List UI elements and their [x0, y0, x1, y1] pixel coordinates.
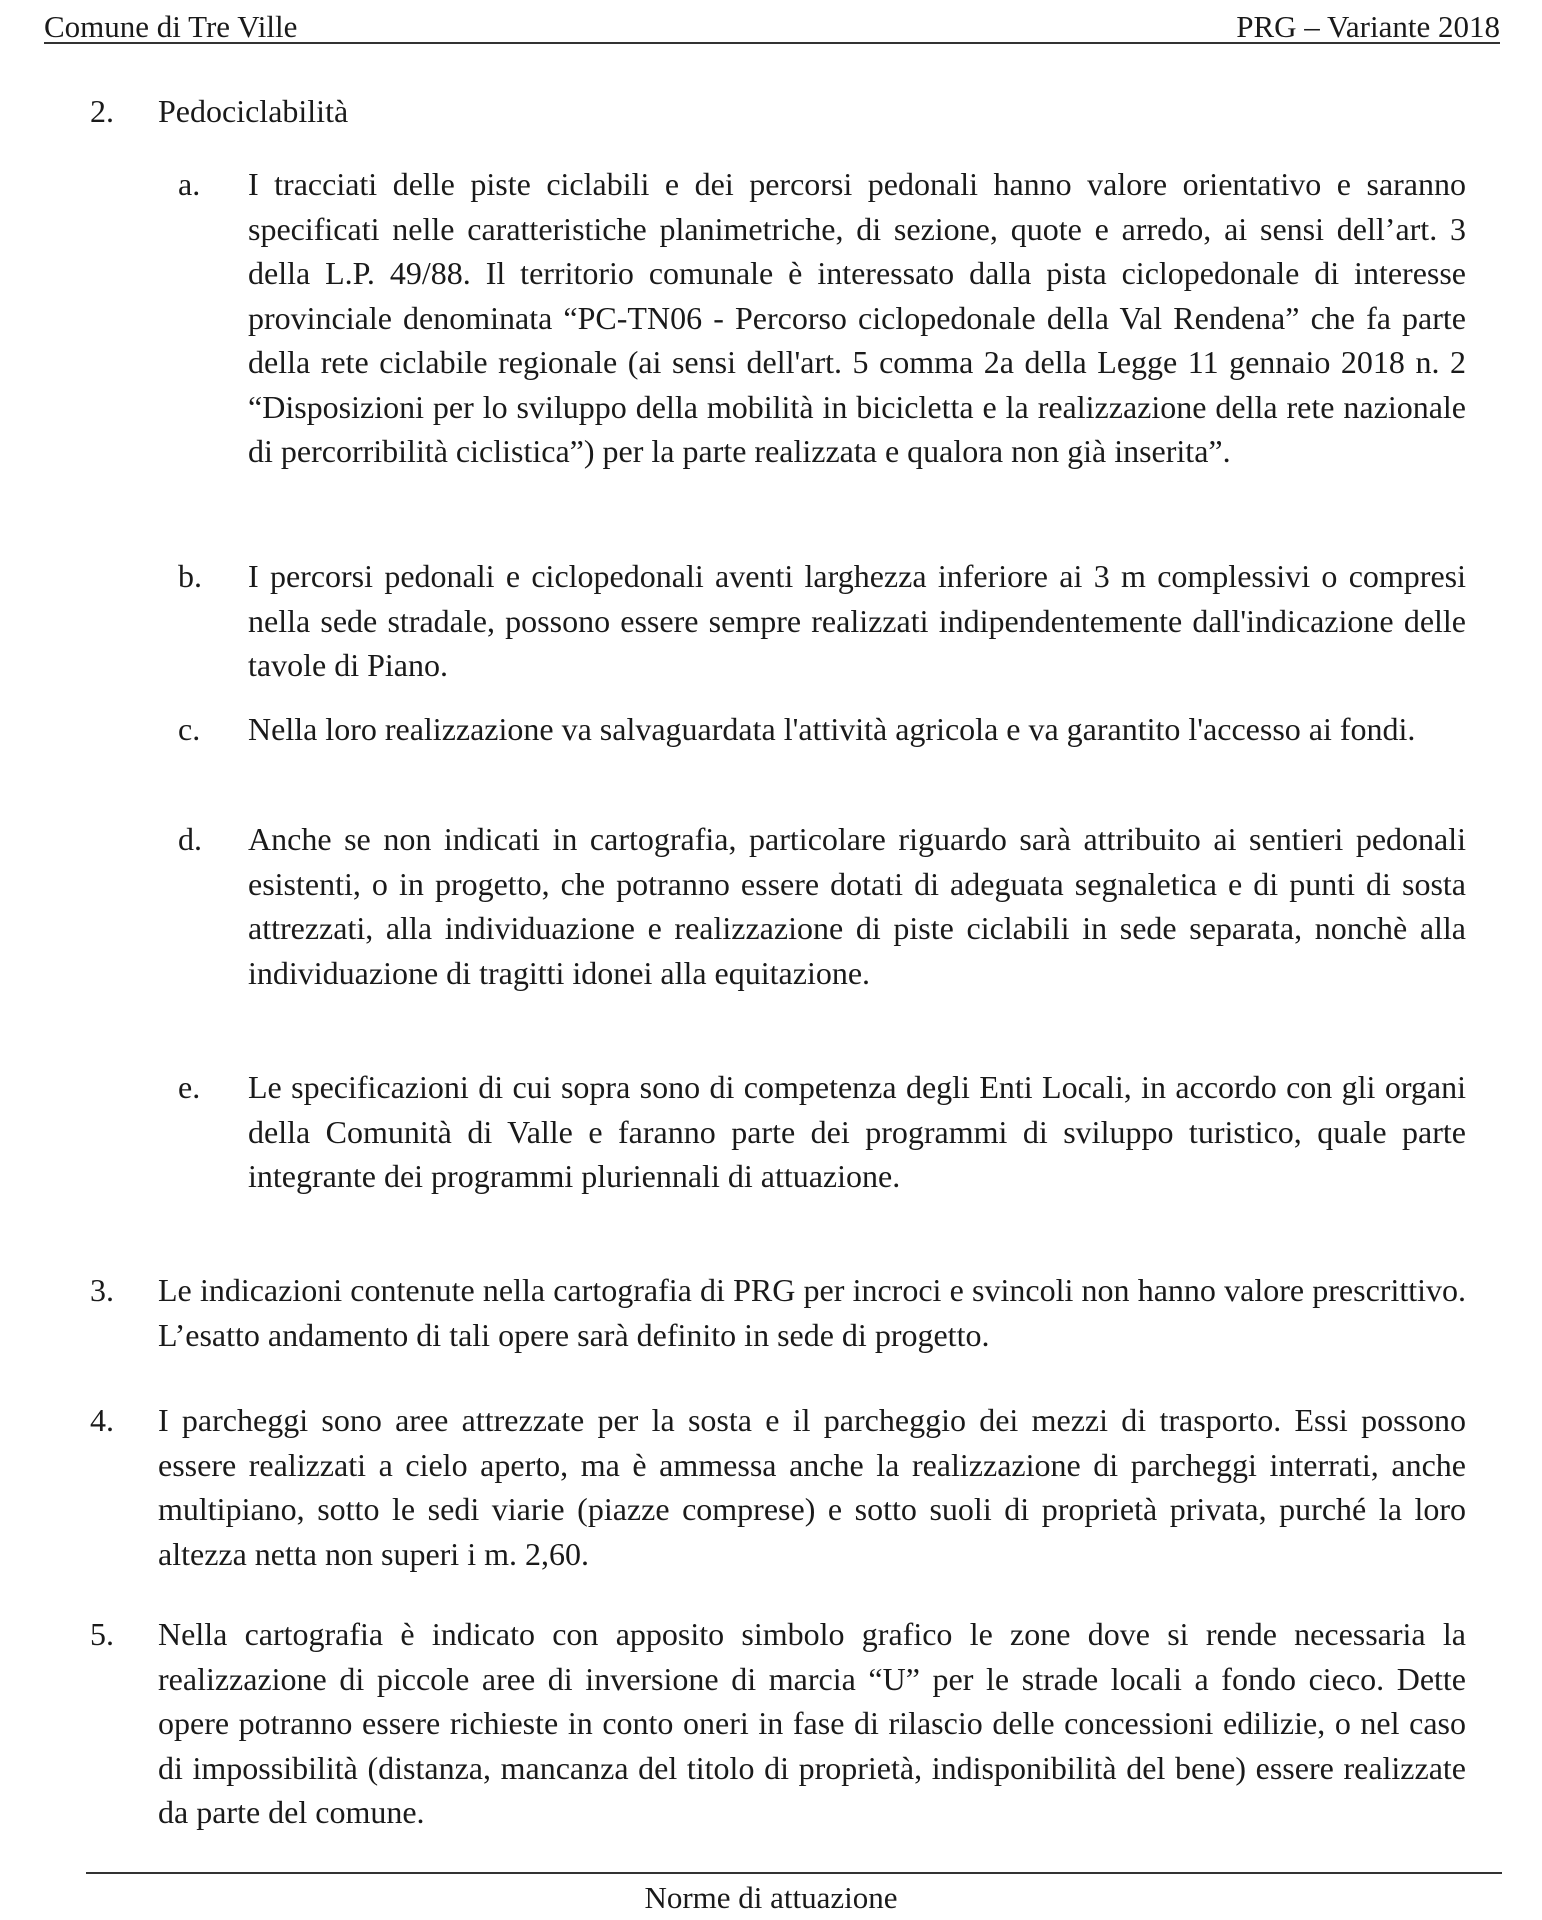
item-e-text: Le specificazioni di cui sopra sono di competenza degli Enti Locali, in accordo con gli organi della Comunità di Valle e faranno parte dei programmi di sviluppo turistico, quale parte integrante dei programmi pluriennali di attuazione.: [248, 1069, 1466, 1194]
section-3-text: Le indicazioni contenute nella cartografia di PRG per incroci e svincoli non hanno valore prescrittivo. L’esatto andamento di tali opere sarà definito in sede di progetto.: [158, 1272, 1466, 1353]
item-d-label: d.: [178, 821, 202, 857]
section-2-title: Pedociclabilità: [158, 93, 349, 129]
item-d-text: Anche se non indicati in cartografia, particolare riguardo sarà attribuito ai sentieri pedonali esistenti, o in progetto, che potranno essere dotati di adeguata segnaletica e di punti di sosta attrezzati, alla individuazione e realizzazione di piste ciclabili in sede separata, nonchè alla individuazione di tragitti idonei alla equitazione.: [248, 821, 1466, 991]
item-a-label: a.: [178, 166, 201, 202]
section-5-text: Nella cartografia è indicato con apposito simbolo grafico le zone dove si rende necessaria la realizzazione di piccole aree di inversione di marcia “U” per le strade locali a fondo cieco. Dette opere potranno essere richieste in conto oneri in fase di rilascio delle concessioni edilizie, o nel caso di impossibilità (distanza, mancanza del titolo di proprietà, indisponibilità del bene) essere realizzate da parte del comune.: [158, 1616, 1466, 1830]
header-document-title: PRG – Variante 2018: [1236, 9, 1500, 44]
page-footer: Norme di attuazione: [644, 1880, 898, 1915]
header-municipality: Comune di Tre Ville: [44, 9, 298, 44]
section-3-number: 3.: [90, 1272, 114, 1308]
item-e-label: e.: [178, 1069, 201, 1105]
footer-divider: [86, 1872, 1502, 1874]
item-c-label: c.: [178, 711, 201, 747]
section-2-number: 2.: [90, 93, 114, 129]
item-b-label: b.: [178, 558, 202, 594]
page-header: [44, 8, 1500, 44]
item-a-text: I tracciati delle piste ciclabili e dei percorsi pedonali hanno valore orientativo e saranno specificati nelle caratteristiche planimetriche, di sezione, quote e arredo, ai sensi dell’art. 3 della L.P. 49/88. Il territorio comunale è interessato dalla pista ciclopedonale di interesse provinciale denominata “PC-TN06 - Percorso ciclopedonale della Val Rendena” che fa parte della rete ciclabile regionale (ai sensi dell'art. 5 comma 2a della Legge 11 gennaio 2018 n. 2 “Disposizioni per lo sviluppo della mobilità in bicicletta e la realizzazione della rete nazionale di percorribilità ciclistica”) per la parte realizzata e qualora non già inserita”.: [248, 166, 1466, 469]
item-b-text: I percorsi pedonali e ciclopedonali aventi larghezza inferiore ai 3 m complessivi o compresi nella sede stradale, possono essere sempre realizzati indipendentemente dall'indicazione delle tavole di Piano.: [248, 558, 1466, 683]
section-4-text: I parcheggi sono aree attrezzate per la sosta e il parcheggio dei mezzi di trasporto. Essi possono essere realizzati a cielo aperto, ma è ammessa anche la realizzazione di parcheggi interrati, anche multipiano, sotto le sedi viarie (piazze comprese) e sotto suoli di proprietà privata, purché la loro altezza netta non superi i m. 2,60.: [158, 1402, 1466, 1572]
section-5-number: 5.: [90, 1616, 114, 1652]
item-c-text: Nella loro realizzazione va salvaguardata l'attività agricola e va garantito l'accesso ai fondi.: [248, 711, 1416, 747]
section-4-number: 4.: [90, 1402, 114, 1438]
